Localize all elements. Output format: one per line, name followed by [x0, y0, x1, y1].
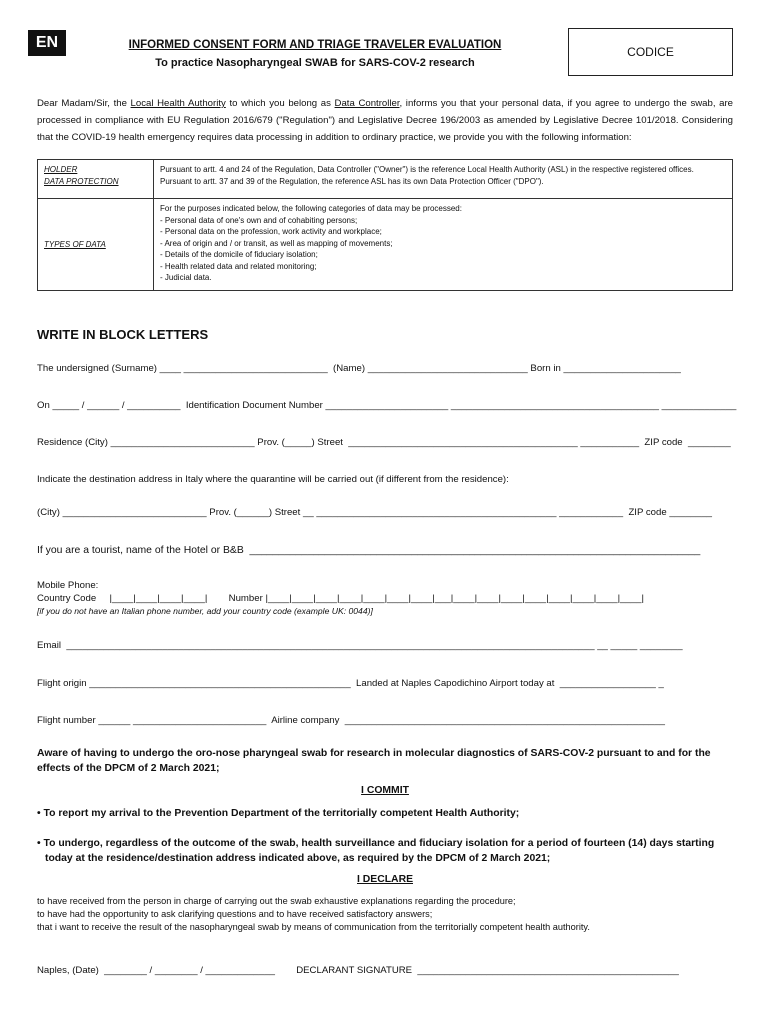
block-letters-heading: WRITE IN BLOCK LETTERS	[37, 327, 209, 342]
types-of-data-label: TYPES OF DATA	[38, 199, 154, 291]
holder-text: Pursuant to artt. 4 and 24 of the Regulation, Data Controller ("Owner") is the reference Local Health Authority (ASL) in the respective registered offices. Pursuant to artt. 37 and 39 of the Regulation, the reference ASL has its own Data Protection Officer ("DPO").	[154, 160, 733, 199]
declare-item: to have had the opportunity to ask clarifying questions and to have received satisfactory answers;	[37, 909, 433, 919]
awareness-statement: Aware of having to undergo the oro-nose pharyngeal swab for research in molecular diagnostics of SARS-COV-2 pursuant to and for the effects of the DPCM of 2 March 2021;	[37, 748, 711, 774]
declare-item: to have received from the person in charge of carrying out the swab exhaustive explanations regarding the procedure;	[37, 896, 516, 906]
list-item: - Details of the domicile of fiduciary isolation;	[160, 250, 318, 259]
destination-field[interactable]: (City) ___________________________ Prov. (______) Street __ _____________________________________________ ____________ ZIP code ________	[37, 507, 713, 518]
hotel-field[interactable]: If you are a tourist, name of the Hotel or B&B ______________________________________________________________________________	[37, 545, 701, 556]
form-title: INFORMED CONSENT FORM AND TRIAGE TRAVELER EVALUATION	[128, 39, 502, 51]
table-row	[38, 160, 733, 199]
language-badge: EN	[28, 30, 66, 56]
list-item: - Health related data and related monitoring;	[160, 261, 317, 271]
phone-note: [if you do not have an Italian phone number, add your country code (example UK: 0044)]	[37, 606, 373, 616]
surname-name-birth-field[interactable]: The undersigned (Surname) ____ ___________________________ (Name) ______________________________ Born in ______________________	[37, 363, 681, 374]
list-item: - Personal data on the profession, work activity and workplace;	[160, 227, 382, 236]
holder-label: HOLDER DATA PROTECTION	[38, 160, 154, 199]
mobile-phone-label: Mobile Phone:	[37, 580, 99, 591]
flight-number-field[interactable]: Flight number ______ _________________________ Airline company ____________________________________________________________	[37, 715, 665, 726]
date-id-document-field[interactable]: On _____ / ______ / __________ Identification Document Number _______________________ _______________________________________ ______________	[37, 400, 737, 411]
list-item: - Personal data of one's own and of cohabiting persons;	[160, 215, 358, 225]
list-item: - Area of origin and / or transit, as well as mapping of movements;	[160, 238, 393, 248]
declare-item: that i want to receive the result of the nasopharyngeal swab by means of communication from the territorially competent health authority.	[37, 922, 590, 932]
residence-field[interactable]: Residence (City) ___________________________ Prov. (_____) Street ___________________________________________ ___________ ZIP code ________	[37, 437, 731, 448]
destination-intro: Indicate the destination address in Italy where the quarantine will be carried out (if different from the residence):	[37, 474, 509, 485]
commit-item: • To report my arrival to the Prevention Department of the territorially competent Health Authority;	[37, 808, 520, 819]
privacy-info-table	[37, 159, 733, 291]
local-health-authority-link: Local Health Authority	[130, 98, 226, 109]
email-field[interactable]: Email ___________________________________________________________________________________________________ __ _____ ________	[37, 640, 683, 651]
list-item: - Judicial data.	[160, 273, 212, 282]
table-row	[38, 199, 733, 291]
codice-box[interactable]	[568, 28, 733, 76]
flight-origin-field[interactable]: Flight origin _________________________________________________ Landed at Naples Capodichino Airport today at __________________ _	[37, 678, 664, 689]
commit-heading: I COMMIT	[361, 785, 409, 796]
declare-heading: I DECLARE	[357, 874, 413, 885]
phone-number-field[interactable]: Country Code |____|____|____|____| Number |____|____|____|____|____|____|____|___|____|____|____|____|____|____|____|____|	[37, 593, 644, 604]
types-of-data-text: For the purposes indicated below, the following categories of data may be processed: - Personal data of one's own and of cohabiting persons; - Personal data on the profession, work activity and workplace; - Area of origin and / or transit, as well as mapping of movements; - Details of the domicile of fiduciary isolation; - Health related data and related monitoring; - Judicial data.	[154, 199, 733, 291]
intro-paragraph: Dear Madam/Sir, the Local Health Authority to which you belong as Data Controller, informs you that your personal data, if you agree to undergo the swab, are processed in compliance with EU Regulation 2016/679 ("Regulation") and Legislative Decree 196/2003 as amended by Legislative Decree 101/2018. Considering that the COVID-19 health emergency requires data processing in addition to ordinary practice, we provide you with the following information:	[37, 98, 734, 143]
data-controller-text: Data Controller	[334, 98, 400, 109]
codice-label: CODICE	[627, 45, 674, 59]
form-subtitle: To practice Nasopharyngeal SWAB for SARS-COV-2 research	[155, 57, 475, 69]
commit-item: • To undergo, regardless of the outcome of the swab, health surveillance and fiduciary isolation for a period of fourteen (14) days starting today at the residence/destination address indicated above, as required by the DPCM of 2 March 2021;	[37, 838, 715, 864]
date-signature-field[interactable]: Naples, (Date) ________ / ________ / _____________ DECLARANT SIGNATURE _________________________________________________	[37, 965, 679, 976]
